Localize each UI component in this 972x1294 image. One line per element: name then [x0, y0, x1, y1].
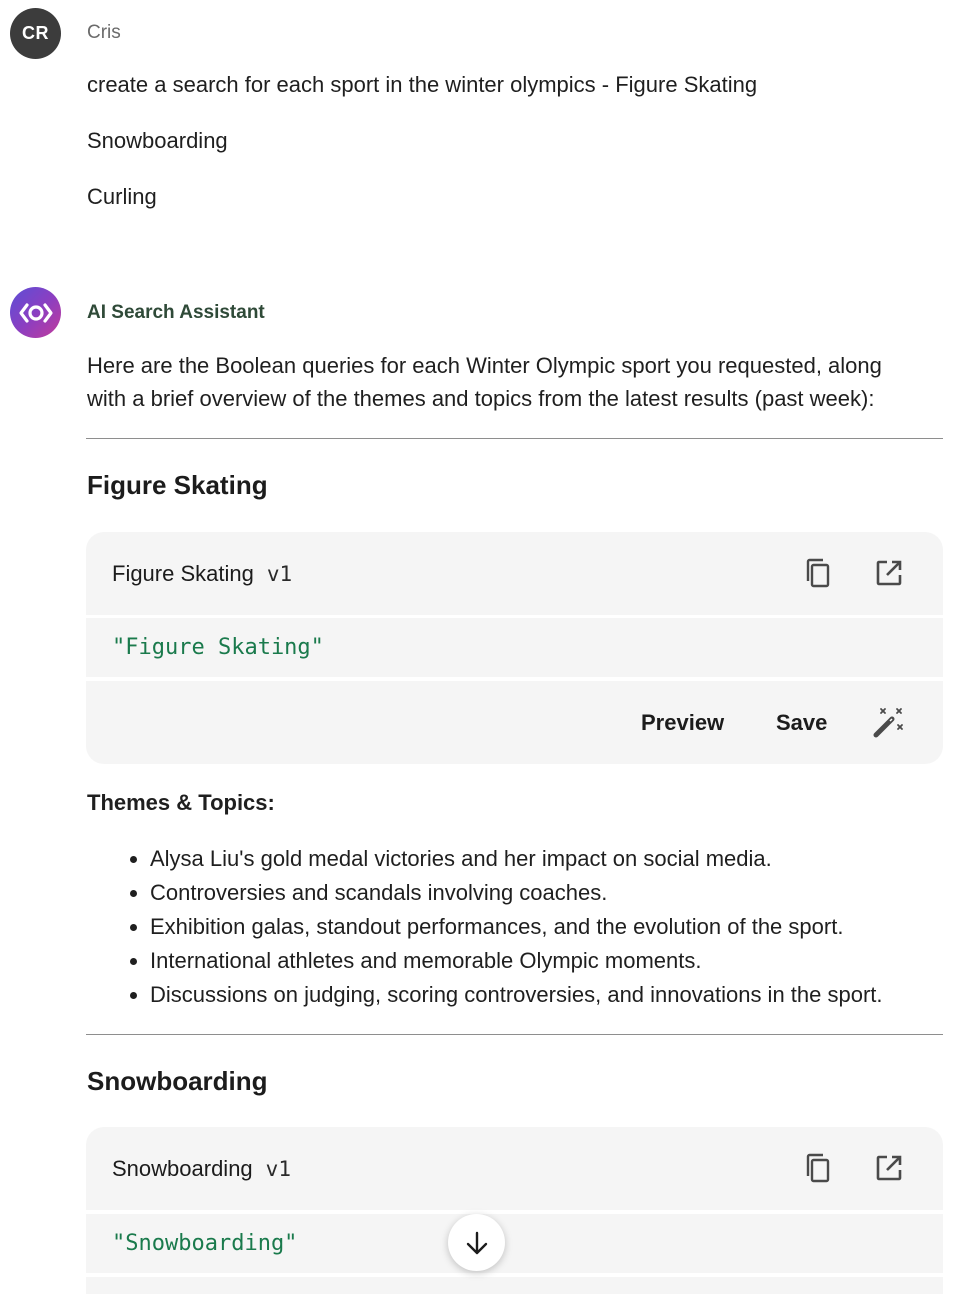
assistant-intro: Here are the Boolean queries for each Winter Olympic sport you requested, along with a brief overview of the themes and topics from the latest results (past week):: [87, 353, 882, 411]
list-item: International athletes and memorable Olympic moments.: [128, 944, 883, 978]
assistant-name: AI Search Assistant: [87, 302, 265, 323]
query-card-title: [112, 1127, 291, 1210]
open-external-icon: [873, 557, 905, 589]
query-version: v1: [265, 1156, 291, 1181]
query-card-footer: [86, 681, 943, 764]
query-code-block: [86, 1214, 943, 1273]
query-text: "Snowboarding": [112, 1231, 298, 1256]
query-name: Figure Skating: [112, 560, 254, 586]
open-external-icon: [873, 1152, 905, 1184]
preview-button[interactable]: Preview: [641, 681, 724, 764]
save-button[interactable]: Save: [776, 681, 827, 764]
user-message-line: create a search for each sport in the winter olympics - Figure Skating: [87, 72, 758, 97]
list-item: Exhibition galas, standout performances, and the evolution of the sport.: [128, 910, 883, 944]
scroll-down-button[interactable]: [448, 1214, 505, 1271]
user-name: Cris: [87, 22, 121, 43]
copy-button[interactable]: [801, 1151, 835, 1185]
themes-heading: Themes & Topics:: [87, 790, 275, 815]
copy-icon: [802, 557, 834, 589]
section-heading: Snowboarding: [87, 1066, 268, 1096]
open-external-button[interactable]: [872, 1151, 906, 1185]
user-avatar-initials: CR: [22, 23, 49, 43]
query-card-header: [86, 1127, 943, 1210]
query-version: v1: [266, 561, 293, 586]
divider: [86, 1034, 943, 1035]
query-card-footer: [86, 1277, 943, 1294]
list-item: Discussions on judging, scoring controversies, and innovations in the sport.: [128, 978, 883, 1012]
magic-wand-button[interactable]: [872, 705, 906, 739]
query-code-block: [86, 618, 943, 677]
list-item: Alysa Liu's gold medal victories and her impact on social media.: [128, 842, 883, 876]
user-message-line: Curling: [87, 184, 157, 209]
assistant-avatar: [10, 287, 61, 338]
section-heading: Figure Skating: [87, 470, 268, 500]
query-card-header: [86, 532, 943, 615]
query-name: Snowboarding: [112, 1155, 253, 1181]
open-external-button[interactable]: [872, 556, 906, 590]
eye-logo-icon: [19, 302, 53, 324]
arrow-down-icon: [464, 1230, 490, 1256]
list-item: Controversies and scandals involving coaches.: [128, 876, 883, 910]
query-card-title: [112, 532, 292, 615]
copy-button[interactable]: [801, 556, 835, 590]
themes-list: [128, 842, 883, 1012]
magic-wand-icon: [873, 706, 905, 738]
user-avatar: [10, 8, 61, 59]
copy-icon: [802, 1152, 834, 1184]
query-text: "Figure Skating": [112, 635, 324, 660]
divider: [86, 438, 943, 439]
user-message-line: Snowboarding: [87, 128, 228, 153]
